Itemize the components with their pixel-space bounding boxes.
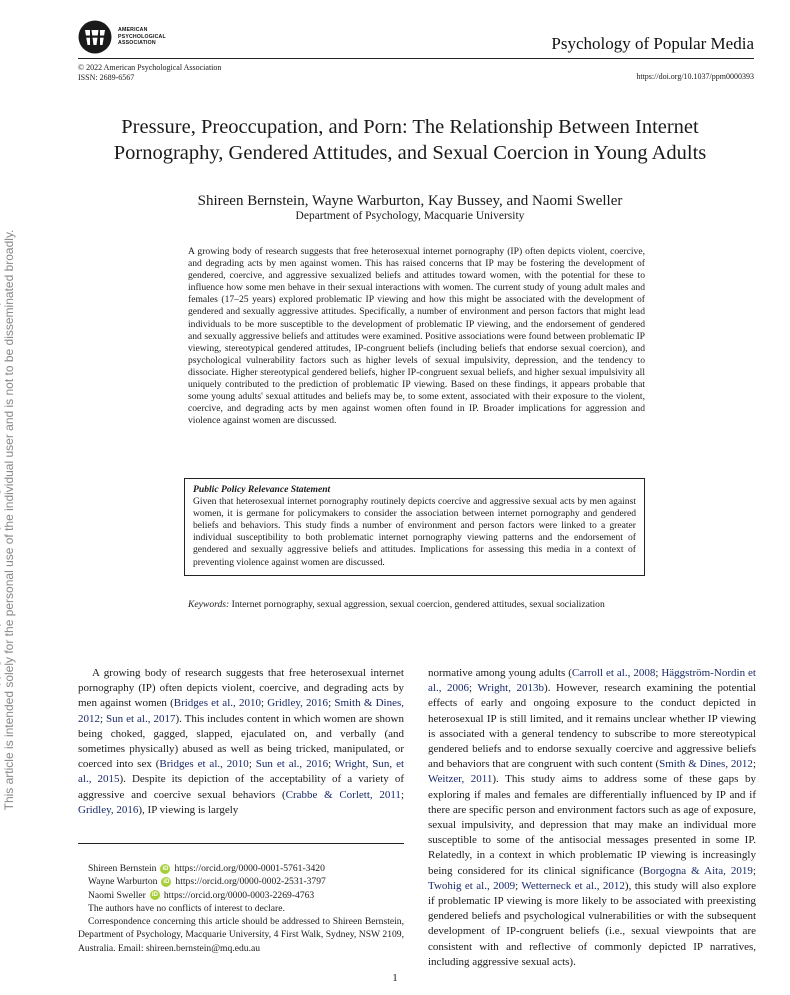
body-text: ; [328, 697, 335, 710]
body-column-right [428, 666, 756, 970]
citation-link[interactable]: Borgogna & Aita, 2019 [642, 864, 753, 877]
body-text: ). However, research examining the potential effects of early and ongoing exposure to the conduct depicted in heterosexual IP is still limited, and it remains unclear whether IP viewing is associated with a general tendency to subscribe to more stereotypical gendered beliefs and to endorse sexually coercive and aggressive beliefs and behaviors that are congruent with such content ( [428, 682, 757, 771]
orcid-icon: iD [162, 865, 169, 872]
abstract: A growing body of research suggests that free heterosexual internet pornography (IP) often depicts violent, coercive, and degrading acts by men against women. This has raised concerns that IP may be fostering the development of gendered, coercive, and aggressive sexualized beliefs and attitudes toward women, with the potential for these to influence how some men behave in their sexual interactions with women. The current study of young adult males and females (17–25 years) explored problematic IP viewing and how this might be associated with the development of gendered and sexually aggressive attitudes. Specifically, a number of environment and person factors that might lead individuals to be more susceptible to the development of problematic IP viewing, and the endorsement of gendered and sexually aggressive beliefs and attitudes were examined. Positive associations were found between problematic IP viewing, stereotypical gendered attitudes, IP-congruent beliefs (including beliefs that endorse sexual coercion), and psychological vulnerability factors such as higher levels of sexual impulsivity, depression, and the tendency to dissociate. Higher stereotypical gendered beliefs, higher IP-congruent sexual beliefs, and higher sexual impulsivity all uniquely contributed to the prediction of problematic IP viewing. Based on these findings, it appears probable that some young adults' sexual attitudes and beliefs may be, to some extent, associated with their exposure to the violent, coercive, and degrading acts by men against women often found in IP. Broader implications for aggression and violence against women are discussed. [188, 246, 645, 427]
orcid-author-name: Naomi Sweller [88, 889, 146, 901]
logo-text [118, 27, 166, 46]
footnotes [78, 862, 404, 955]
title-line: Pressure, Preoccupation, and Porn: The Relationship Between Internet [121, 116, 699, 138]
citation-link[interactable]: Sun et al., 2016 [255, 758, 329, 771]
body-text: ; [752, 758, 756, 771]
citation-link[interactable]: Gridley, 2016 [267, 697, 329, 710]
footnote-rule [78, 843, 404, 844]
keywords [188, 599, 645, 611]
policy-statement-body: Given that heterosexual internet pornography routinely depicts coercive and aggressive sexual acts by men against women, it is germane for policymakers to consider the association between internet pornography and gendered beliefs and behaviors. This study finds a number of environment and person factors were linked to a greater individual susceptibility to both problematic internet pornography viewing patterns and the endorsement of gendered and sexually aggressive beliefs and attitudes. Implications for assessing this media in a context of preventing violence against women are discussed. [193, 496, 636, 568]
issn-line: ISSN: 2689-6567 [78, 72, 135, 82]
body-text: A growing body of research suggests that free heterosexual internet pornography (IP) often depicts violent, coercive, and degrading acts by men against women ( [78, 667, 404, 710]
orcid-author-name: Shireen Bernstein [88, 863, 157, 874]
orcid-link[interactable]: https://orcid.org/0000-0001-5761-3420 [174, 863, 325, 874]
publisher-logo[interactable] [78, 20, 188, 54]
doi-link[interactable]: https://doi.org/10.1037/ppm0000393 [636, 72, 754, 81]
correspondence-note [78, 915, 404, 955]
body-text: normative among young adults ( [428, 667, 572, 679]
orcid-author-name: Wayne Warburton [88, 876, 158, 888]
citation-link[interactable]: Wright, 2013b [477, 682, 545, 695]
body-text: ), IP viewing is largely [138, 803, 239, 816]
orcid-row [78, 875, 404, 888]
keywords-list: Internet pornography, sexual aggression, sexual coercion, gendered attitudes, sexual socialization [231, 599, 605, 610]
header-rule [78, 58, 754, 59]
citation-link[interactable]: Weitzer, 2011 [428, 773, 493, 786]
policy-statement-title: Public Policy Relevance Statement [193, 484, 331, 495]
body-text: ; [515, 879, 522, 892]
logo-line: PSYCHOLOGICAL [118, 33, 166, 40]
citation-link[interactable]: Twohig et al., 2009 [428, 879, 516, 892]
citation-link[interactable]: Bridges et al., 2010 [159, 758, 249, 771]
author-list: Shireen Bernstein, Wayne Warburton, Kay Bussey, and Naomi Sweller [197, 193, 623, 209]
correspondence-text: Correspondence concerning this article should be addressed to Shireen Bernstein, Department of Psychology, Macquarie University, 4 First Walk, Sydney, NSW 2109, Australia. Email: [78, 916, 404, 954]
body-text: ). This includes content in which women are shown being choked, gagged, slapped, ejaculated on, and verbally (and sometimes physically) abused as well as being tricked, manipulated, or coerced into sex ( [78, 712, 405, 771]
citation-link[interactable]: Carroll et al., 2008 [571, 667, 656, 679]
body-text: ; [248, 758, 256, 771]
title-line: Pornography, Gendered Attitudes, and Sexual Coercion in Young Adults [113, 142, 707, 164]
article-title [60, 114, 760, 166]
publication-meta [78, 63, 221, 82]
orcid-row [78, 889, 404, 902]
policy-statement-box [184, 478, 645, 576]
body-text: ), this study will also explore if problematic IP viewing is more likely to be associated with preexisting gendered beliefs and psychological vulnerabilities or with the subsequent development of IP-congruent beliefs (i.e., sexual viewpoints that are consistent with and reflective of commonly depicted IP narratives, including aggressive sexual acts). [428, 879, 757, 968]
logo-line: ASSOCIATION [118, 40, 156, 47]
orcid-row [78, 862, 404, 875]
body-text: ; [655, 667, 662, 679]
body-text: ; [469, 682, 478, 695]
body-text: ; [752, 864, 756, 877]
page-number: 1 [392, 972, 398, 984]
keywords-label: Keywords: [188, 599, 230, 610]
body-text: ; [328, 758, 335, 771]
citation-link[interactable]: Sun et al., 2017 [106, 712, 176, 725]
affiliation: Department of Psychology, Macquarie University [295, 210, 525, 222]
citation-link[interactable]: Crabbe & Corlett, 2011 [285, 788, 401, 801]
journal-name: Psychology of Popular Media [551, 34, 754, 53]
copyright-notice-line: This article is intended solely for the personal use of the individual user and is not to be disseminated broadly. [2, 229, 16, 811]
citation-link[interactable]: Wetterneck et al., 2012 [521, 879, 625, 892]
citation-link[interactable]: Häggström-Nordin et al., 2006 [428, 667, 756, 695]
apa-logo-icon [78, 20, 112, 54]
citation-link[interactable]: Wright, Sun, et al., 2015 [78, 758, 405, 786]
orcid-icon: iD [163, 878, 170, 885]
citation-link[interactable]: Smith & Dines, 2012 [78, 697, 404, 725]
orcid-link[interactable]: https://orcid.org/0000-0002-2531-3797 [175, 876, 326, 888]
copyright-line: © 2022 American Psychological Association [78, 63, 222, 72]
body-column-left [78, 666, 404, 818]
body-text: ; [260, 697, 268, 710]
orcid-link[interactable]: https://orcid.org/0000-0003-2269-4763 [163, 889, 315, 901]
body-text: ; [100, 712, 107, 725]
copyright-notice [0, 230, 17, 811]
logo-line: AMERICAN [118, 27, 148, 34]
citation-link[interactable]: Smith & Dines, 2012 [659, 758, 753, 771]
citation-link[interactable]: Bridges et al., 2010 [173, 697, 261, 710]
email-link[interactable]: shireen.bernstein@mq.edu.au [145, 942, 261, 954]
orcid-icon: iD [151, 892, 158, 899]
body-text: ). Despite its depiction of the acceptability of a variety of aggressive and coercive sexual behaviors ( [78, 773, 404, 801]
conflict-statement: The authors have no conflicts of interest to declare. [88, 902, 285, 914]
body-text: ). This study aims to address some of these gaps by exploring if males and females are differentially influenced by IP and if there are specific person and environment factors such as age of exposure, sexual impulsivity, and depression that may make an individual more susceptible to some of the antisocial messages presented in some IP. Relatedly, in a context in which problematic IP viewing is increasingly being considered for its clinical significance ( [428, 773, 757, 877]
citation-link[interactable]: Gridley, 2016 [78, 803, 139, 816]
body-text: ; [400, 788, 404, 801]
